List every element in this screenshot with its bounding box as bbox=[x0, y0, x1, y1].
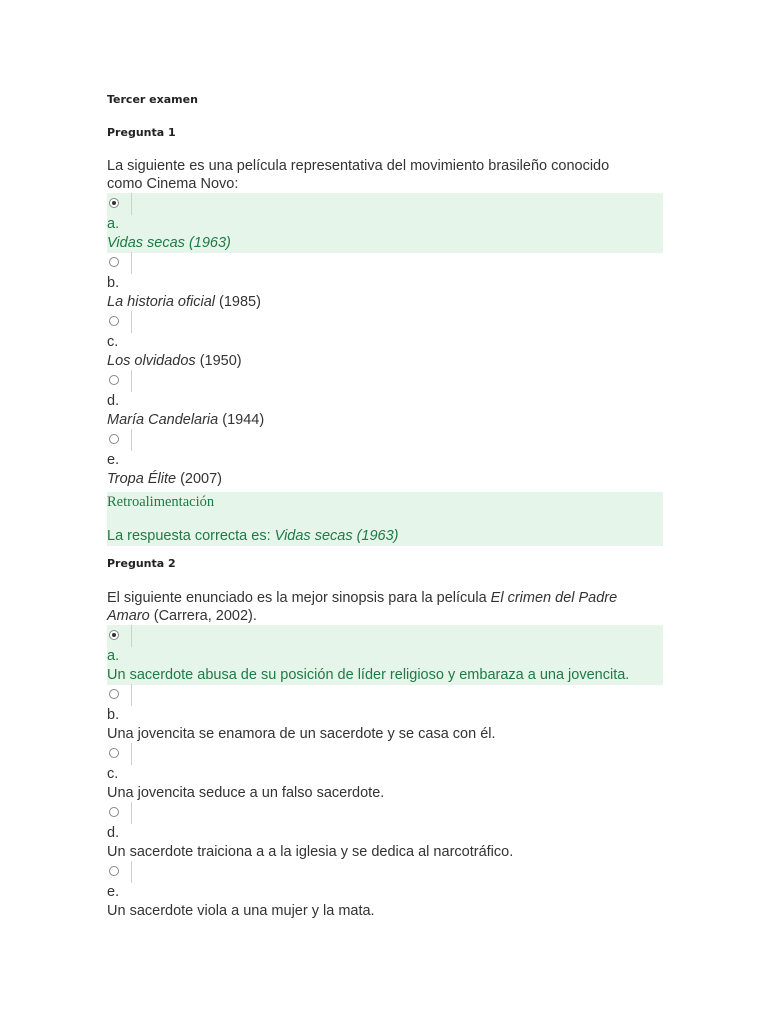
radio-divider bbox=[131, 429, 132, 451]
radio-divider bbox=[131, 861, 132, 883]
option-title: Los olvidados bbox=[107, 353, 196, 369]
option-year: (1944) bbox=[218, 412, 265, 428]
option-letter: c. bbox=[107, 334, 119, 350]
q2-option-b[interactable] bbox=[107, 684, 663, 744]
exam-title: Tercer examen bbox=[107, 93, 198, 106]
q1-option-e[interactable] bbox=[107, 429, 663, 489]
option-title: Tropa Élite bbox=[107, 471, 177, 487]
radio-divider bbox=[131, 802, 132, 824]
radio-divider bbox=[131, 311, 132, 333]
radio-button[interactable] bbox=[109, 866, 119, 876]
radio-button[interactable] bbox=[109, 257, 119, 267]
q1-feedback bbox=[107, 492, 663, 546]
option-text: Una jovencita se enamora de un sacerdote y se casa con él. bbox=[107, 726, 496, 742]
feedback-answer bbox=[107, 528, 663, 546]
radio-divider bbox=[131, 625, 132, 647]
feedback-answer-prefix: La respuesta correcta es: bbox=[107, 528, 275, 544]
q2-option-c[interactable] bbox=[107, 743, 663, 803]
radio-button[interactable] bbox=[109, 316, 119, 326]
option-text: Un sacerdote abusa de su posición de líder religioso y embaraza a una jovencita. bbox=[107, 667, 630, 683]
option-year: (2007) bbox=[176, 471, 222, 487]
option-letter: d. bbox=[107, 825, 120, 841]
feedback-title: Retroalimentación bbox=[107, 494, 215, 510]
q2-option-d[interactable] bbox=[107, 802, 663, 862]
question-2-film-title-part1: El crimen del Padre bbox=[490, 590, 618, 606]
option-year: (1985) bbox=[215, 294, 261, 310]
question-1-text-line2: como Cinema Novo: bbox=[107, 176, 239, 192]
option-text: Un sacerdote traiciona a a la iglesia y se dedica al narcotráfico. bbox=[107, 844, 514, 860]
radio-divider bbox=[131, 684, 132, 706]
radio-divider bbox=[131, 193, 132, 215]
option-letter: c. bbox=[107, 766, 119, 782]
radio-button[interactable] bbox=[109, 807, 119, 817]
option-letter: b. bbox=[107, 275, 120, 291]
radio-button[interactable] bbox=[109, 689, 119, 699]
option-letter: d. bbox=[107, 393, 120, 409]
radio-button[interactable] bbox=[109, 748, 119, 758]
question-2-text bbox=[107, 589, 663, 625]
question-2-text-suffix: (Carrera, 2002). bbox=[149, 608, 257, 624]
q2-option-e[interactable] bbox=[107, 861, 663, 921]
question-2-text-prefix: El siguiente enunciado es la mejor sinopsis para la película bbox=[107, 590, 491, 606]
question-2-label: Pregunta 2 bbox=[107, 557, 176, 570]
radio-divider bbox=[131, 370, 132, 392]
radio-divider bbox=[131, 252, 132, 274]
feedback-answer-value: Vidas secas (1963) bbox=[274, 528, 399, 544]
q1-option-a[interactable] bbox=[107, 193, 663, 253]
question-1-label: Pregunta 1 bbox=[107, 126, 176, 139]
option-letter: a. bbox=[107, 648, 120, 664]
option-text: Una jovencita seduce a un falso sacerdote. bbox=[107, 785, 385, 801]
radio-button-selected[interactable] bbox=[109, 630, 119, 640]
radio-button-selected[interactable] bbox=[109, 198, 119, 208]
option-letter: b. bbox=[107, 707, 120, 723]
option-text: Un sacerdote viola a una mujer y la mata. bbox=[107, 903, 375, 919]
radio-button[interactable] bbox=[109, 434, 119, 444]
question-1-text-line1: La siguiente es una película representativa del movimiento brasileño conocido bbox=[107, 158, 610, 174]
q1-option-c[interactable] bbox=[107, 311, 663, 371]
question-2-film-title-part2: Amaro bbox=[107, 608, 150, 624]
option-title: Vidas secas (1963) bbox=[107, 235, 231, 251]
option-year: (1950) bbox=[195, 353, 242, 369]
q1-option-b[interactable] bbox=[107, 252, 663, 312]
radio-divider bbox=[131, 743, 132, 765]
radio-button[interactable] bbox=[109, 375, 119, 385]
option-letter: e. bbox=[107, 452, 120, 468]
q2-option-a[interactable] bbox=[107, 625, 663, 685]
option-letter: e. bbox=[107, 884, 120, 900]
option-title: María Candelaria bbox=[107, 412, 219, 428]
option-title: La historia oficial bbox=[107, 294, 215, 310]
option-letter: a. bbox=[107, 216, 120, 232]
q1-option-d[interactable] bbox=[107, 370, 663, 430]
question-1-text bbox=[107, 157, 663, 193]
